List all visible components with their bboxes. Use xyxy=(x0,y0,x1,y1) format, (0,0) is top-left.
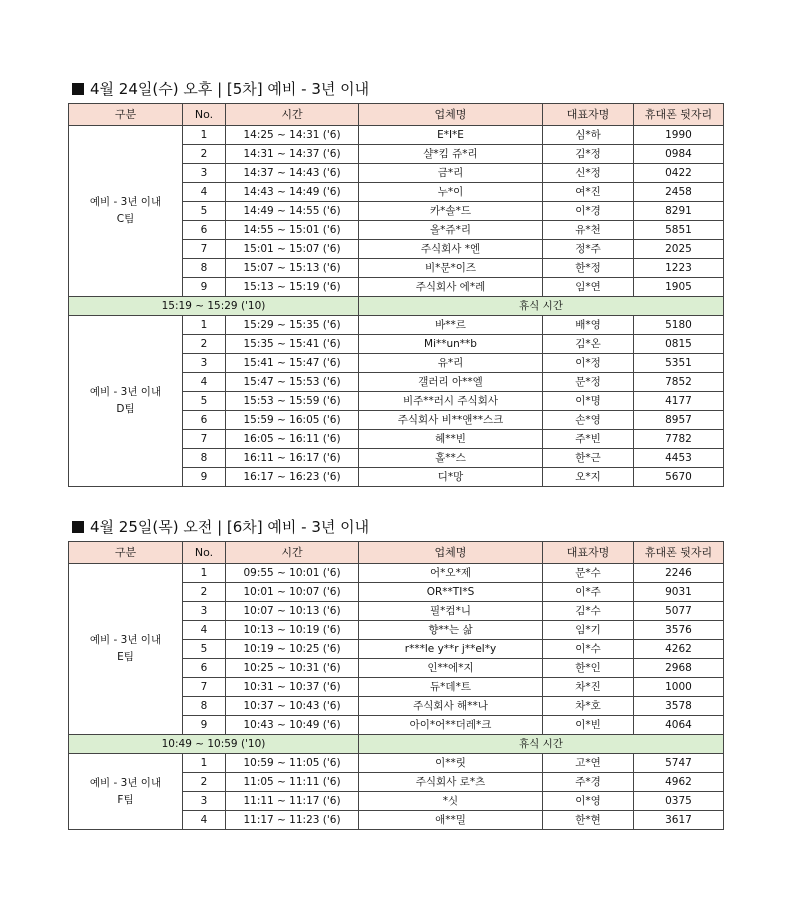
time-slot: 14:55 ~ 15:01 ('6) xyxy=(226,221,359,240)
phone-last-digits: 1990 xyxy=(634,126,724,145)
company-name: OR**TI*S xyxy=(359,583,543,602)
row-number: 3 xyxy=(183,164,226,183)
row-number: 3 xyxy=(183,354,226,373)
team-name: D팀 xyxy=(116,403,135,415)
team-group-label: 예비 - 3년 이내 xyxy=(89,634,162,646)
schedule-section-2 xyxy=(68,516,723,830)
time-slot: 10:01 ~ 10:07 ('6) xyxy=(226,583,359,602)
time-slot: 14:31 ~ 14:37 ('6) xyxy=(226,145,359,164)
time-slot: 10:37 ~ 10:43 ('6) xyxy=(226,697,359,716)
phone-last-digits: 4262 xyxy=(634,640,724,659)
company-name: 주식회사 에*레 xyxy=(359,278,543,297)
representative-name: 여*진 xyxy=(543,183,634,202)
column-header: No. xyxy=(183,104,226,126)
table-row xyxy=(69,754,724,773)
break-time: 15:19 ~ 15:29 ('10) xyxy=(69,297,359,316)
representative-name: 김*수 xyxy=(543,602,634,621)
phone-last-digits: 2458 xyxy=(634,183,724,202)
representative-name: 한*인 xyxy=(543,659,634,678)
team-group-label: 예비 - 3년 이내 xyxy=(89,776,162,789)
row-number: 2 xyxy=(183,773,226,792)
header-row xyxy=(69,542,724,564)
break-time: 10:49 ~ 10:59 ('10) xyxy=(69,735,359,754)
company-name: 필*컴*니 xyxy=(359,602,543,621)
representative-name: 신*정 xyxy=(543,164,634,183)
phone-last-digits: 0422 xyxy=(634,164,724,183)
column-header: 대표자명 xyxy=(543,104,634,126)
row-number: 9 xyxy=(183,716,226,735)
schedule-table xyxy=(68,103,724,487)
row-number: 2 xyxy=(183,583,226,602)
company-name: 주식회사 로*츠 xyxy=(359,773,543,792)
column-header: 시간 xyxy=(226,104,359,126)
representative-name: 고*연 xyxy=(543,754,634,773)
team-group-label: 예비 - 3년 이내 xyxy=(89,196,162,208)
row-number: 9 xyxy=(183,278,226,297)
black-square-icon xyxy=(72,83,84,95)
row-number: 4 xyxy=(183,183,226,202)
table-row xyxy=(69,564,724,583)
column-header: 휴대폰 뒷자리 xyxy=(634,104,724,126)
team-group-cell xyxy=(69,316,183,487)
row-number: 7 xyxy=(183,240,226,259)
phone-last-digits: 1905 xyxy=(634,278,724,297)
row-number: 6 xyxy=(183,221,226,240)
representative-name: 이*빈 xyxy=(543,716,634,735)
company-name: 헤**빈 xyxy=(359,430,543,449)
phone-last-digits: 5077 xyxy=(634,602,724,621)
representative-name: 한*근 xyxy=(543,449,634,468)
column-header: 업체명 xyxy=(359,104,543,126)
row-number: 4 xyxy=(183,621,226,640)
company-name: 듀*데*트 xyxy=(359,678,543,697)
company-name: 디*망 xyxy=(359,468,543,487)
representative-name: 정*주 xyxy=(543,240,634,259)
representative-name: 문*수 xyxy=(543,564,634,583)
row-number: 1 xyxy=(183,754,226,773)
time-slot: 10:19 ~ 10:25 ('6) xyxy=(226,640,359,659)
row-number: 6 xyxy=(183,659,226,678)
break-label: 휴식 시간 xyxy=(359,297,724,316)
representative-name: 한*현 xyxy=(543,811,634,830)
time-slot: 10:43 ~ 10:49 ('6) xyxy=(226,716,359,735)
company-name: 주식회사 해**나 xyxy=(359,697,543,716)
team-name: C팀 xyxy=(116,213,135,225)
row-number: 1 xyxy=(183,126,226,145)
phone-last-digits: 5851 xyxy=(634,221,724,240)
phone-last-digits: 3617 xyxy=(634,811,724,830)
row-number: 7 xyxy=(183,430,226,449)
representative-name: 주*경 xyxy=(543,773,634,792)
phone-last-digits: 8957 xyxy=(634,411,724,430)
row-number: 8 xyxy=(183,697,226,716)
phone-last-digits: 0815 xyxy=(634,335,724,354)
row-number: 4 xyxy=(183,373,226,392)
company-name: 비*문*이즈 xyxy=(359,259,543,278)
company-name: E*I*E xyxy=(359,126,543,145)
time-slot: 16:17 ~ 16:23 ('6) xyxy=(226,468,359,487)
row-number: 9 xyxy=(183,468,226,487)
time-slot: 16:05 ~ 16:11 ('6) xyxy=(226,430,359,449)
company-name: 인**에*지 xyxy=(359,659,543,678)
section-heading xyxy=(68,516,723,538)
company-name: 주식회사 비**앤**스크 xyxy=(359,411,543,430)
phone-last-digits: 5351 xyxy=(634,354,724,373)
time-slot: 15:13 ~ 15:19 ('6) xyxy=(226,278,359,297)
representative-name: 손*영 xyxy=(543,411,634,430)
representative-name: 한*정 xyxy=(543,259,634,278)
time-slot: 15:35 ~ 15:41 ('6) xyxy=(226,335,359,354)
team-name: F팀 xyxy=(117,793,134,806)
time-slot: 14:49 ~ 14:55 ('6) xyxy=(226,202,359,221)
company-name: r***le y**r j**el*y xyxy=(359,640,543,659)
column-header: 대표자명 xyxy=(543,542,634,564)
company-name: 누*이 xyxy=(359,183,543,202)
time-slot: 15:29 ~ 15:35 ('6) xyxy=(226,316,359,335)
representative-name: 이*수 xyxy=(543,640,634,659)
phone-last-digits: 0375 xyxy=(634,792,724,811)
table-row xyxy=(69,316,724,335)
time-slot: 10:31 ~ 10:37 ('6) xyxy=(226,678,359,697)
row-number: 5 xyxy=(183,640,226,659)
row-number: 2 xyxy=(183,335,226,354)
representative-name: 임*연 xyxy=(543,278,634,297)
row-number: 1 xyxy=(183,564,226,583)
phone-last-digits: 4177 xyxy=(634,392,724,411)
company-name: *싯 xyxy=(359,792,543,811)
column-header: 구분 xyxy=(69,104,183,126)
time-slot: 11:11 ~ 11:17 ('6) xyxy=(226,792,359,811)
row-number: 1 xyxy=(183,316,226,335)
time-slot: 15:47 ~ 15:53 ('6) xyxy=(226,373,359,392)
team-name: E팀 xyxy=(117,651,134,663)
time-slot: 09:55 ~ 10:01 ('6) xyxy=(226,564,359,583)
company-name: 유*리 xyxy=(359,354,543,373)
representative-name: 주*빈 xyxy=(543,430,634,449)
company-name: 어*오*제 xyxy=(359,564,543,583)
row-number: 2 xyxy=(183,145,226,164)
representative-name: 김*온 xyxy=(543,335,634,354)
time-slot: 11:05 ~ 11:11 ('6) xyxy=(226,773,359,792)
company-name: 바**르 xyxy=(359,316,543,335)
row-number: 6 xyxy=(183,411,226,430)
time-slot: 14:43 ~ 14:49 ('6) xyxy=(226,183,359,202)
break-label: 휴식 시간 xyxy=(359,735,724,754)
schedule-table xyxy=(68,541,724,830)
phone-last-digits: 7782 xyxy=(634,430,724,449)
phone-last-digits: 5670 xyxy=(634,468,724,487)
phone-last-digits: 2968 xyxy=(634,659,724,678)
phone-last-digits: 1000 xyxy=(634,678,724,697)
company-name: 애**밀 xyxy=(359,811,543,830)
phone-last-digits: 4453 xyxy=(634,449,724,468)
phone-last-digits: 3578 xyxy=(634,697,724,716)
break-row xyxy=(69,735,724,754)
phone-last-digits: 5747 xyxy=(634,754,724,773)
header-row xyxy=(69,104,724,126)
column-header: 휴대폰 뒷자리 xyxy=(634,542,724,564)
row-number: 5 xyxy=(183,392,226,411)
phone-last-digits: 4064 xyxy=(634,716,724,735)
representative-name: 임*기 xyxy=(543,621,634,640)
representative-name: 오*지 xyxy=(543,468,634,487)
phone-last-digits: 2025 xyxy=(634,240,724,259)
row-number: 8 xyxy=(183,259,226,278)
phone-last-digits: 8291 xyxy=(634,202,724,221)
representative-name: 차*호 xyxy=(543,697,634,716)
time-slot: 15:07 ~ 15:13 ('6) xyxy=(226,259,359,278)
company-name: 카*솔*드 xyxy=(359,202,543,221)
time-slot: 15:59 ~ 16:05 ('6) xyxy=(226,411,359,430)
representative-name: 이*정 xyxy=(543,354,634,373)
company-name: 갤러리 아**엘 xyxy=(359,373,543,392)
row-number: 8 xyxy=(183,449,226,468)
phone-last-digits: 5180 xyxy=(634,316,724,335)
time-slot: 15:01 ~ 15:07 ('6) xyxy=(226,240,359,259)
column-header: 업체명 xyxy=(359,542,543,564)
time-slot: 10:07 ~ 10:13 ('6) xyxy=(226,602,359,621)
company-name: 샬*킴 쥬*리 xyxy=(359,145,543,164)
phone-last-digits: 3576 xyxy=(634,621,724,640)
section-heading-text: 4월 24일(수) 오후 | [5차] 예비 - 3년 이내 xyxy=(90,80,370,98)
row-number: 3 xyxy=(183,602,226,621)
representative-name: 이*명 xyxy=(543,392,634,411)
company-name: Mi**un**b xyxy=(359,335,543,354)
representative-name: 유*천 xyxy=(543,221,634,240)
team-group-cell xyxy=(69,754,183,830)
company-name: 금*리 xyxy=(359,164,543,183)
phone-last-digits: 1223 xyxy=(634,259,724,278)
representative-name: 배*영 xyxy=(543,316,634,335)
table-row xyxy=(69,126,724,145)
row-number: 4 xyxy=(183,811,226,830)
phone-last-digits: 4962 xyxy=(634,773,724,792)
team-group-cell xyxy=(69,126,183,297)
company-name: 이**릿 xyxy=(359,754,543,773)
time-slot: 10:25 ~ 10:31 ('6) xyxy=(226,659,359,678)
representative-name: 김*정 xyxy=(543,145,634,164)
black-square-icon xyxy=(72,521,84,533)
phone-last-digits: 2246 xyxy=(634,564,724,583)
phone-last-digits: 0984 xyxy=(634,145,724,164)
time-slot: 11:17 ~ 11:23 ('6) xyxy=(226,811,359,830)
row-number: 3 xyxy=(183,792,226,811)
time-slot: 14:25 ~ 14:31 ('6) xyxy=(226,126,359,145)
section-heading-text: 4월 25일(목) 오전 | [6차] 예비 - 3년 이내 xyxy=(90,518,370,536)
company-name: 향**는 삶 xyxy=(359,621,543,640)
time-slot: 10:13 ~ 10:19 ('6) xyxy=(226,621,359,640)
time-slot: 16:11 ~ 16:17 ('6) xyxy=(226,449,359,468)
column-header: No. xyxy=(183,542,226,564)
company-name: 주식회사 *엔 xyxy=(359,240,543,259)
column-header: 시간 xyxy=(226,542,359,564)
time-slot: 10:59 ~ 11:05 ('6) xyxy=(226,754,359,773)
representative-name: 차*진 xyxy=(543,678,634,697)
representative-name: 이*경 xyxy=(543,202,634,221)
row-number: 5 xyxy=(183,202,226,221)
company-name: 아이*어**더레*크 xyxy=(359,716,543,735)
section-heading xyxy=(68,78,723,100)
phone-last-digits: 9031 xyxy=(634,583,724,602)
representative-name: 문*정 xyxy=(543,373,634,392)
representative-name: 이*영 xyxy=(543,792,634,811)
team-group-label: 예비 - 3년 이내 xyxy=(89,386,162,398)
company-name: 올*쥬*리 xyxy=(359,221,543,240)
company-name: 비주**러시 주식회사 xyxy=(359,392,543,411)
phone-last-digits: 7852 xyxy=(634,373,724,392)
time-slot: 15:41 ~ 15:47 ('6) xyxy=(226,354,359,373)
column-header: 구분 xyxy=(69,542,183,564)
representative-name: 이*주 xyxy=(543,583,634,602)
representative-name: 심*하 xyxy=(543,126,634,145)
time-slot: 15:53 ~ 15:59 ('6) xyxy=(226,392,359,411)
company-name: 홀**스 xyxy=(359,449,543,468)
team-group-cell xyxy=(69,564,183,735)
time-slot: 14:37 ~ 14:43 ('6) xyxy=(226,164,359,183)
break-row xyxy=(69,297,724,316)
schedule-section-1 xyxy=(68,78,723,487)
row-number: 7 xyxy=(183,678,226,697)
